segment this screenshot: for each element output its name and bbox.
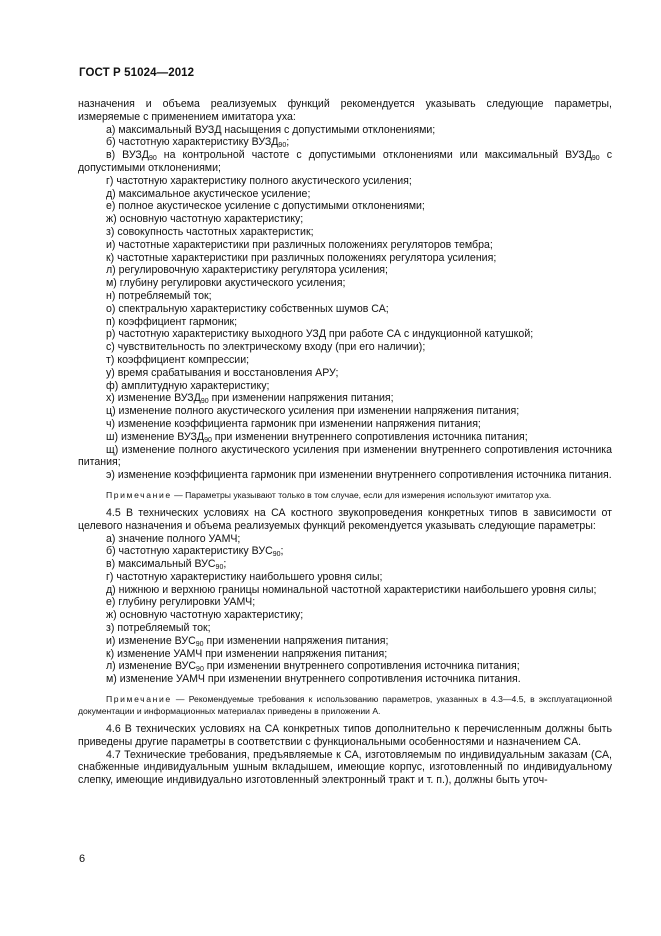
paragraph-4-6: 4.6 В технических условиях на СА конкретных типов дополнительно к перечисленным должны быть приведены другие параметры в соответствии с функциональными особенностями и назначением СА. <box>78 723 612 748</box>
note-2: Примечание — Рекомендуемые требования к использованию параметров, указанных в 4.3—4.5, в эксплуатационной документации и информационных материалах приведены в приложении А. <box>78 694 612 717</box>
list-item: щ) изменение полного акустического усиления при изменении внутреннего сопротивления источника питания; <box>78 443 612 469</box>
list-item: м) глубину регулировки акустического усиления; <box>106 277 346 290</box>
list-item: е) глубину регулировки УАМЧ; <box>106 596 256 609</box>
list-item: ц) изменение полного акустического усиления при изменении напряжения питания; <box>106 405 520 418</box>
list-item: г) частотную характеристику полного акустического усиления; <box>106 174 412 187</box>
list-item: п) коэффициент гармоник; <box>106 315 238 328</box>
list-item: р) частотную характеристику выходного УЗД при работе СА с индукционной катушкой; <box>106 328 534 341</box>
list-item: м) изменение УАМЧ при изменении внутреннего сопротивления источника питания. <box>106 673 521 686</box>
document-header: ГОСТ Р 51024—2012 <box>79 67 195 79</box>
bone-conduction-parameter-list <box>78 533 612 687</box>
list-item: х) изменение $ВУЗД_{90}$ при изменении напряжения питания; <box>106 392 394 406</box>
list-item: а) максимальный ВУЗД насыщения с допустимыми отклонениями; <box>106 123 436 136</box>
list-item: в) $ВУЗД_{90}$ на контрольной частоте с допустимыми отклонениями или максимальный $ВУЗД_{90}$ с допустимыми отклонениями; <box>78 149 612 174</box>
document-body <box>78 98 612 787</box>
list-item: з) совокупность частотных характеристик; <box>106 225 314 238</box>
list-item: э) изменение коэффициента гармоник при изменении внутреннего сопротивления источника питания. <box>106 469 612 482</box>
list-item: ж) основную частотную характеристику; <box>106 609 304 622</box>
list-item: д) максимальное акустическое усиление; <box>106 187 311 200</box>
paragraph-4-5: 4.5 В технических условиях на СА костного звукопроведения конкретных типов в зависимости от целевого назначения и объема реализуемых функций рекомендуется указывать следующие параметры: <box>78 506 612 532</box>
list-item: и) изменение $ВУС_{90}$ при изменении напряжения питания; <box>106 634 389 648</box>
ear-simulator-parameter-list <box>78 124 612 482</box>
page-number: 6 <box>79 853 86 865</box>
list-item: н) потребляемый ток; <box>106 289 212 302</box>
intro-paragraph: назначения и объема реализуемых функций рекомендуется указывать следующие параметры, измеряемые с применением имитатора уха: <box>78 98 612 123</box>
list-item: с) чувствительность по электрическому входу (при его наличии); <box>106 341 426 354</box>
list-item: а) значение полного УАМЧ; <box>106 532 241 545</box>
list-item: б) частотную характеристику $ВУС_{90}$; <box>106 545 284 559</box>
list-item: ф) амплитудную характеристику; <box>106 379 270 392</box>
list-item: з) потребляемый ток; <box>106 622 211 635</box>
list-item: к) изменение УАМЧ при изменении напряжения питания; <box>106 647 388 660</box>
list-item: т) коэффициент компрессии; <box>106 353 250 366</box>
list-item: е) полное акустическое усиление с допустимыми отклонениями; <box>106 200 425 213</box>
list-item: в) максимальный $ВУС_{90}$; <box>106 558 227 572</box>
note-1: Примечание — Параметры указывают только в том случае, если для измерения используют имитатор уха. <box>106 489 552 500</box>
list-item: ж) основную частотную характеристику; <box>106 213 304 226</box>
list-item: ш) изменение $ВУЗД_{90}$ при изменении внутреннего сопротивления источника питания; <box>106 430 528 444</box>
paragraph-4-7: 4.7 Технические требования, предъявляемые к СА, изготовляемым по индивидуальным заказам (СА, снабженные индивидуальным ушным вкладышем, имеющие корпус, изготовленный по индивидуальному слепку, имеющие индивидуально изготовленный электронный тракт и т. п.), должны быть уточ- <box>78 748 612 787</box>
list-item: л) регулировочную характеристику регулятора усиления; <box>106 264 388 277</box>
list-item: и) частотные характеристики при различных положениях регуляторов тембра; <box>106 238 493 251</box>
list-item: г) частотную характеристику наибольшего уровня силы; <box>106 570 383 583</box>
list-item: у) время срабатывания и восстановления АРУ; <box>106 366 339 379</box>
list-item: д) нижнюю и верхнюю границы номинальной частотной характеристики наибольшего уровня силы; <box>106 583 597 596</box>
list-item: б) частотную характеристику $ВУЗД_{90}$; <box>106 136 290 150</box>
list-item: ч) изменение коэффициента гармоник при изменении напряжения питания; <box>106 417 481 430</box>
list-item: л) изменение $ВУС_{90}$ при изменении внутреннего сопротивления источника питания; <box>106 660 520 674</box>
list-item: о) спектральную характеристику собственных шумов СА; <box>106 302 389 315</box>
list-item: к) частотные характеристики при различных положениях регулятора усиления; <box>106 251 497 264</box>
